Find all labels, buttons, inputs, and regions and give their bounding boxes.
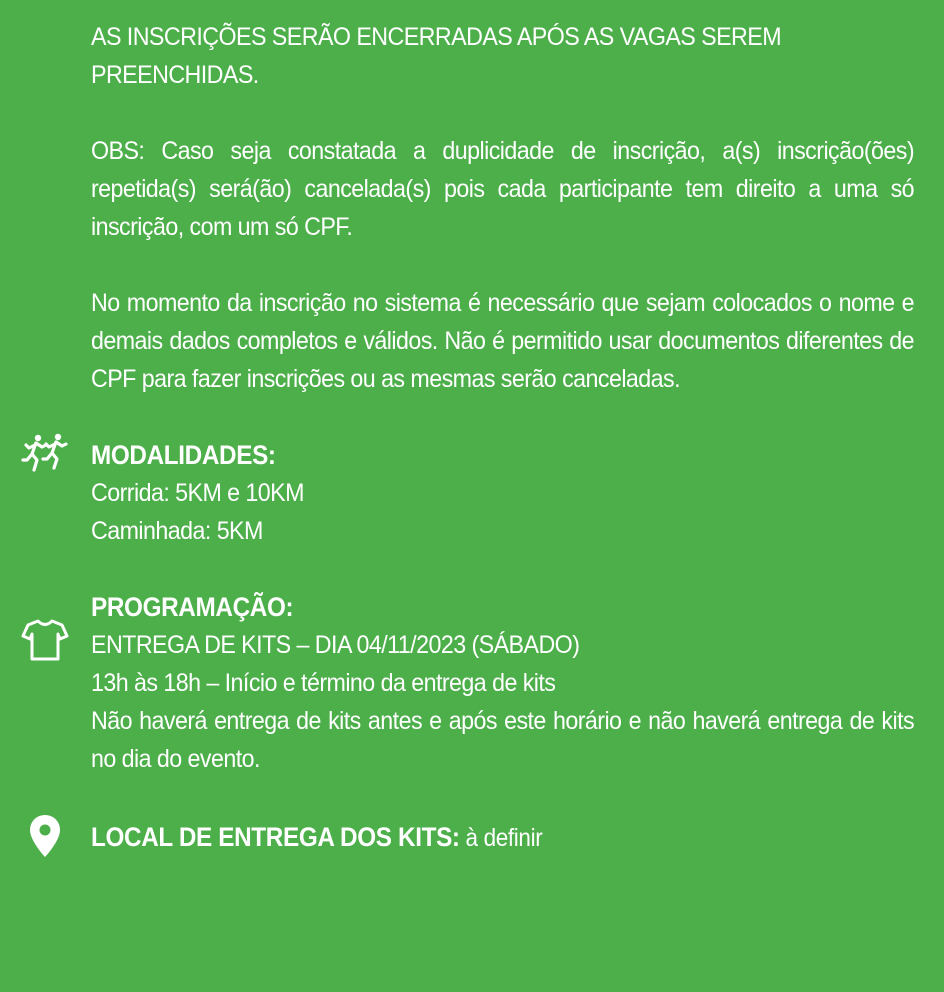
runners-icon — [21, 430, 69, 478]
tshirt-icon — [21, 616, 69, 664]
obs-paragraph: OBS: Caso seja constatada a duplicidade de inscrição, a(s) inscrição(ões) repetida(s) será(ão) cancelada(s) pois cada participante tem direito a uma só inscrição, com um só CPF. — [91, 137, 915, 241]
modalidades-section — [91, 436, 914, 550]
programacao-section — [91, 588, 914, 778]
local-value: à definir — [459, 824, 543, 852]
modalidades-title: MODALIDADES: — [91, 440, 276, 470]
modalidade-item: Caminhada: 5KM — [91, 517, 263, 545]
closing-notice: AS INSCRIÇÕES SERÃO ENCERRADAS APÓS AS VAGAS SEREM PREENCHIDAS. — [91, 23, 782, 89]
data-notice-paragraph: No momento da inscrição no sistema é necessário que sejam colocados o nome e demais dados completos e válidos. Não é permitido usar documentos diferentes de CPF para fazer inscrições ou as mesmas serão canceladas. — [91, 289, 915, 393]
local-section — [91, 818, 914, 857]
programacao-line: 13h às 18h – Início e término da entrega de kits — [91, 669, 556, 697]
event-info — [91, 18, 914, 857]
programacao-line: Não haverá entrega de kits antes e após este horário e não haverá entrega de kits no dia do evento. — [91, 707, 915, 773]
modalidade-item: Corrida: 5KM e 10KM — [91, 479, 304, 507]
location-pin-icon — [21, 812, 69, 860]
programacao-line: ENTREGA DE KITS – DIA 04/11/2023 (SÁBADO) — [91, 631, 580, 659]
programacao-title: PROGRAMAÇÃO: — [91, 592, 294, 622]
local-title: LOCAL DE ENTREGA DOS KITS: — [91, 822, 460, 852]
local-heading — [91, 818, 832, 857]
